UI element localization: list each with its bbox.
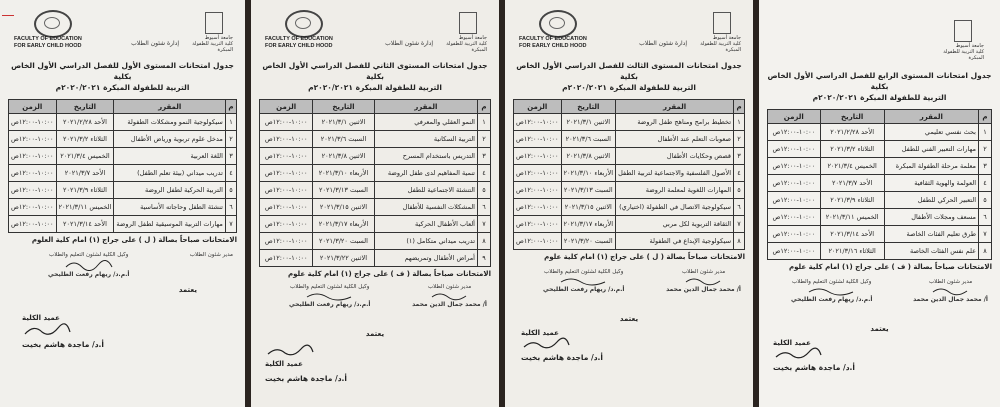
university-logo-icon: [459, 12, 477, 34]
faculty-name-en: FACULTY OF EDUCATION FOR EARLY CHILD HOOD: [14, 36, 82, 49]
faculty-name-en: FACULTY OF EDUCATION FOR EARLY CHILD HOOD: [519, 36, 587, 49]
director-signature: مدير شئون الطلاب أ/ محمد جمال الدين محمد: [412, 284, 487, 308]
col-time: الزمن: [9, 100, 57, 114]
signature-scribble-icon: [64, 259, 114, 271]
table-row: ٧ مهارات التربية الموسيقية لطفل الروضة الأحد ٢٠٢١/٣/١٤ ١٠:٠٠-١٢:٠٠ص: [9, 216, 237, 233]
sheet-header: [8, 6, 237, 58]
table-row: ١ تخطيط برامج ومناهج طفل الروضة الاثنين ٢٠٢١/٣/١ ١٠:٠٠-١٢:٠٠ص: [514, 114, 745, 131]
approved-label: يعتمد: [619, 315, 639, 323]
vice-dean-signature: وكيل الكلية لشئون التعليم والطلاب أ.م.د/ ريهام رفعت الطليحي: [48, 252, 130, 278]
table-row: ٣ معلمة مرحلة الطفولة المبكرة الخميس ٢٠٢١/٣/٤ ١٠:٠٠-١٢:٠٠ص: [768, 158, 992, 175]
table-row: ٥ التنشئة الاجتماعية للطفل السبت ٢٠٢١/٣/١٣ ١٠:٠٠-١٢:٠٠ص: [260, 182, 491, 199]
signatures: [8, 248, 237, 308]
dean-signature-icon: [265, 344, 315, 358]
dean-block: عميد الكلية أ.د/ ماجدة هاشم بخيت: [773, 339, 855, 372]
col-time: الزمن: [260, 100, 313, 114]
vice-dean-signature: وكيل الكلية لشئون التعليم والطلاب أ.م.د/ ريهام رفعت الطليحي: [791, 279, 873, 303]
university-logo-icon: [713, 12, 731, 34]
faculty-seal-icon: [285, 10, 323, 38]
university-logo-icon: [205, 12, 223, 34]
exam-hall-note: الامتحانات صباحاً بصالة ( ف ) على جراج (١) امام كلية علوم: [288, 270, 491, 278]
vice-dean-signature: وكيل الكلية لشئون التعليم والطلاب أ.م.د/ ريهام رفعت الطليحي: [543, 269, 625, 293]
table-row: ٤ الأصول الفلسفية والاجتماعية لتربية الطفل الأربعاء ٢٠٢١/٣/١٠ ١٠:٠٠-١٢:٠٠ص: [514, 165, 745, 182]
table-row: ٨ علم نفس الفئات الخاصة الثلاثاء ٢٠٢١/٣/١٦ ١٠:٠٠-١٢:٠٠ص: [768, 243, 992, 260]
vice-dean-signature: وكيل الكلية لشئون التعليم والطلاب أ.م.د/ ريهام رفعت الطليحي: [289, 284, 371, 308]
table-row: ٨ تدريب ميداني متكامل (١) السبت ٢٠٢١/٣/٢٠ ١٠:٠٠-١٢:٠٠ص: [260, 233, 491, 250]
table-row: ٢ مدخل علوم تربوية ورياض الأطفال الثلاثاء ٢٠٢١/٣/٢ ١٠:٠٠-١٢:٠٠ص: [9, 131, 237, 148]
university-logo-caption: جامعة أسيوط كلية التربية للطفولة المبكرة: [700, 35, 741, 53]
col-time: الزمن: [768, 110, 821, 124]
university-logo-icon: [954, 20, 972, 42]
signature-scribble-icon: [931, 286, 971, 296]
faculty-seal-icon: [539, 10, 577, 38]
col-course: المقرر: [114, 100, 225, 114]
table-row: ٤ تدريب ميداني (بيئة تعلم الطفل) الأحد ٢٠٢١/٣/٧ ١٠:٠٠-١٢:٠٠ص: [9, 165, 237, 182]
table-row: ٥ المهارات اللغوية لمعلمة الروضة السبت ٢٠٢١/٣/١٣ ١٠:٠٠-١٢:٠٠ص: [514, 182, 745, 199]
exam-table: [513, 99, 745, 250]
university-logo-caption: جامعة أسيوط كلية التربية للطفولة المبكرة: [446, 35, 487, 53]
col-num: م: [478, 100, 491, 114]
exam-sheet-level-3: [505, 0, 753, 407]
dean-signature-icon: [521, 337, 571, 351]
signatures: [767, 275, 992, 317]
table-row: ٦ سيكولوجية الاتصال في الطفولة (اختياري) الاثنين ٢٠٢١/٣/١٥ ١٠:٠٠-١٢:٠٠ص: [514, 199, 745, 216]
exam-table: [259, 99, 491, 267]
col-course: المقرر: [616, 100, 734, 114]
approved-label: يعتمد: [870, 325, 889, 333]
table-row: ٣ قصص وحكايات الأطفال الاثنين ٢٠٢١/٣/٨ ١٠:٠٠-١٢:٠٠ص: [514, 148, 745, 165]
table-row: ٩ أمراض الأطفال وتمريضهم الاثنين ٢٠٢١/٣/٢٢ ١٠:٠٠-١٢:٠٠ص: [260, 250, 491, 267]
table-row: ٢ التربية السكانية السبت ٢٠٢١/٣/٦ ١٠:٠٠-١٢:٠٠ص: [260, 131, 491, 148]
schedule-title: جدول امتحانات المستوى الرابع للفصل الدراسي الأول الخاص بكلية التربية للطفولة المبكرة ٢٠٢٠/٢٠٢١م: [767, 71, 992, 102]
sheet-header: [767, 6, 992, 61]
faculty-name-en: FACULTY OF EDUCATION FOR EARLY CHILD HOOD: [265, 36, 333, 49]
signature-scribble-icon: [684, 276, 724, 286]
schedule-title: جدول امتحانات المستوى الأول للفصل الدراسي الأول الخاص بكلية التربية للطفولة المبكرة ٢٠٢٠/٢٠٢١م: [11, 61, 234, 92]
table-row: ٣ اللغة العربية الخميس ٢٠٢١/٣/٤ ١٠:٠٠-١٢:٠٠ص: [9, 148, 237, 165]
table-row: ٧ الثقافة التربوية لكل مربي الأربعاء ٢٠٢١/٣/١٧ ١٠:٠٠-١٢:٠٠ص: [514, 216, 745, 233]
faculty-seal-icon: [34, 10, 72, 38]
sheet-header: [259, 6, 491, 58]
signatures: [259, 282, 491, 322]
director-signature: مدير شئون الطلاب أ/ محمد جمال الدين محمد: [913, 279, 988, 303]
table-row: ٢ صعوبات التعلم عند الأطفال السبت ٢٠٢١/٣/٦ ١٠:٠٠-١٢:٠٠ص: [514, 131, 745, 148]
table-row: ٥ التربية الحركية لطفل الروضة الثلاثاء ٢٠٢١/٣/٩ ١٠:٠٠-١٢:٠٠ص: [9, 182, 237, 199]
col-num: م: [225, 100, 236, 114]
signature-scribble-icon: [305, 291, 355, 301]
col-date: التاريخ: [313, 100, 374, 114]
table-row: ٧ ألعاب الأطفال الحركية الأربعاء ٢٠٢١/٣/١٧ ١٠:٠٠-١٢:٠٠ص: [260, 216, 491, 233]
table-row: ٦ المشكلات النفسية للأطفال الاثنين ٢٠٢١/٣/١٥ ١٠:٠٠-١٢:٠٠ص: [260, 199, 491, 216]
exam-sheet-level-4: [759, 0, 1000, 407]
table-row: ٣ التدريس باستخدام المسرح الاثنين ٢٠٢١/٣/٨ ١٠:٠٠-١٢:٠٠ص: [260, 148, 491, 165]
table-row: ٨ سيكولوجية الإبداع في الطفولة السبت ٢٠٢١/٣/٢٠ ١٠:٠٠-١٢:٠٠ص: [514, 233, 745, 250]
table-row: ٤ تنمية المفاهيم لدى طفل الروضة الأربعاء ٢٠٢١/٣/١٠ ١٠:٠٠-١٢:٠٠ص: [260, 165, 491, 182]
signatures: [513, 265, 745, 307]
col-num: م: [734, 100, 745, 114]
exam-table: [8, 99, 237, 233]
dean-block: عميد الكلية أ.د/ ماجدة هاشم بخيت: [22, 314, 104, 349]
sheet-header: [513, 6, 745, 58]
students-affairs-label: إدارة شئون الطلاب: [385, 40, 433, 47]
director-signature: مدير شئون الطلاب: [189, 252, 233, 258]
dean-signature-icon: [773, 347, 823, 361]
exam-hall-note: الامتحانات صباحاً بصالة ( ف ) على جراج (١) امام كلية علوم: [789, 263, 992, 271]
col-date: التاريخ: [56, 100, 114, 114]
exam-hall-note: الامتحانات صباحاً بصالة ( ل ) على جراج (١) امام كلية علوم: [544, 253, 745, 261]
exam-sheet-level-1: [0, 0, 245, 407]
table-row: ٧ طرق تعليم الفئات الخاصة الأحد ٢٠٢١/٣/١٤ ١٠:٠٠-١٢:٠٠ص: [768, 226, 992, 243]
schedule-title: جدول امتحانات المستوى الثالث للفصل الدراسي الأول الخاص بكلية التربية للطفولة المبكرة ٢٠٢٠/٢٠٢١م: [516, 61, 742, 92]
exam-table: [767, 109, 992, 260]
approved-label: يعتمد: [365, 330, 385, 338]
exam-hall-note: الامتحانات صباحاً بصالة ( ل ) على جراج (١) امام كلية العلوم: [31, 236, 237, 244]
col-date: التاريخ: [820, 110, 884, 124]
table-row: ٦ تنشئة الطفل وحاجاته الأساسية الخميس ٢٠٢١/٣/١١ ١٠:٠٠-١٢:٠٠ص: [9, 199, 237, 216]
university-logo-caption: جامعة أسيوط كلية التربية للطفولة المبكرة: [192, 35, 233, 53]
exam-sheet-level-2: [251, 0, 499, 407]
col-date: التاريخ: [561, 100, 616, 114]
students-affairs-label: إدارة شئون الطلاب: [131, 40, 179, 47]
table-row: ١ النمو العقلي والمعرفي الاثنين ٢٠٢١/٣/١ ١٠:٠٠-١٢:٠٠ص: [260, 114, 491, 131]
table-row: ١ بحث نفسي تعليمي الأحد ٢٠٢١/٢/٢٨ ١٠:٠٠-١٢:٠٠ص: [768, 124, 992, 141]
col-course: المقرر: [374, 100, 477, 114]
col-course: المقرر: [884, 110, 978, 124]
schedule-title: جدول امتحانات المستوى الثاني للفصل الدراسي الأول الخاص بكلية التربية للطفولة المبكرة ٢٠٢٠/٢٠٢١م: [262, 61, 488, 92]
students-affairs-label: إدارة شئون الطلاب: [639, 40, 687, 47]
approved-label: يعتمد: [178, 286, 197, 294]
signature-scribble-icon: [807, 286, 857, 296]
table-row: ٥ التعبير الحركي للطفل الثلاثاء ٢٠٢١/٣/٩ ١٠:٠٠-١٢:٠٠ص: [768, 192, 992, 209]
dean-block: عميد الكلية أ.د/ ماجدة هاشم بخيت: [521, 329, 603, 362]
university-logo-caption: جامعة أسيوط كلية التربية للطفولة المبكرة: [943, 43, 984, 61]
table-row: ٦ مسعف ومجلات الأطفال الخميس ٢٠٢١/٣/١١ ١٠:٠٠-١٢:٠٠ص: [768, 209, 992, 226]
table-row: ٤ العولمة والهوية الثقافية الأحد ٢٠٢١/٣/٧ ١٠:٠٠-١٢:٠٠ص: [768, 175, 992, 192]
signature-scribble-icon: [430, 291, 470, 301]
dean-block: عميد الكلية أ.د/ ماجدة هاشم بخيت: [259, 344, 491, 383]
col-num: م: [979, 110, 992, 124]
col-time: الزمن: [514, 100, 562, 114]
signature-scribble-icon: [559, 276, 609, 286]
table-row: ٢ مهارات التعبير الفني للطفل الثلاثاء ٢٠٢١/٣/٢ ١٠:٠٠-١٢:٠٠ص: [768, 141, 992, 158]
dean-signature-icon: [22, 322, 72, 338]
table-row: ١ سيكولوجية النمو ومشكلات الطفولة الأحد ٢٠٢١/٢/٢٨ ١٠:٠٠-١٢:٠٠ص: [9, 114, 237, 131]
director-signature: مدير شئون الطلاب أ/ محمد جمال الدين محمد: [666, 269, 741, 293]
